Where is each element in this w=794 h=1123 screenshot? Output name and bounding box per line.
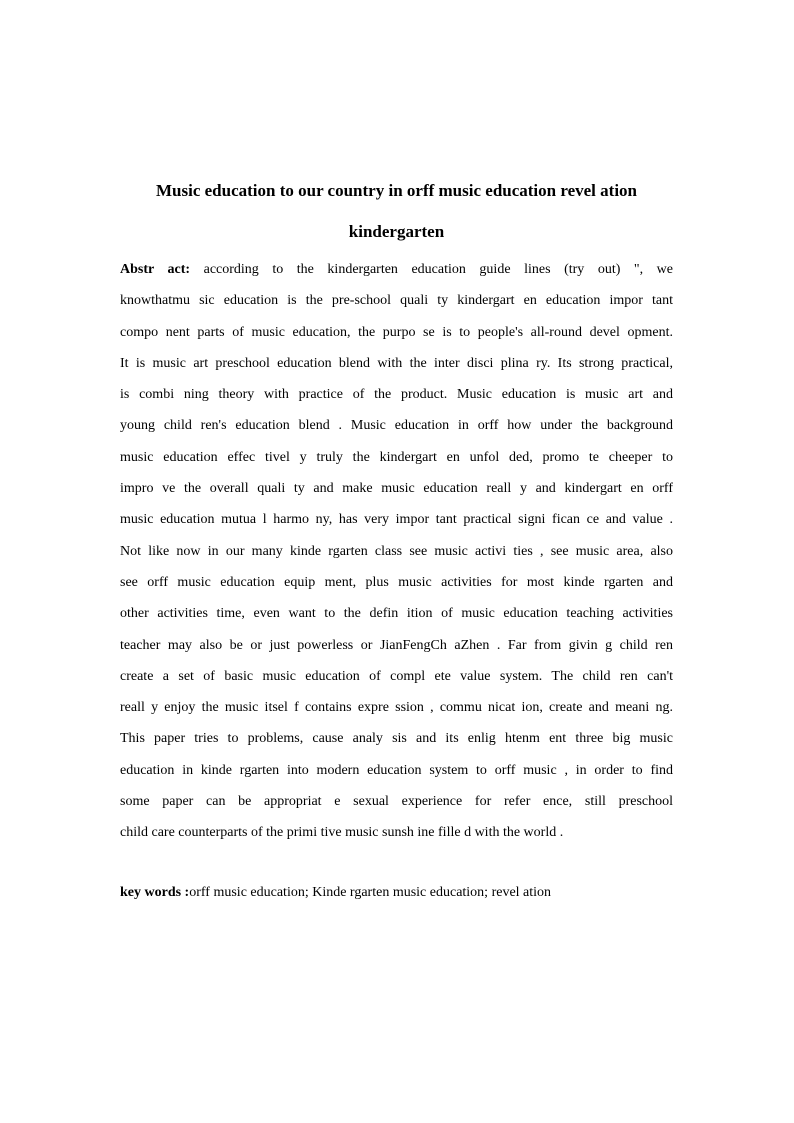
abstract-line: young child ren's education blend . Music education in orff how under the background (120, 418, 673, 434)
abstract-line: child care counterparts of the primi tive music sunsh ine fille d with the world . (120, 825, 564, 841)
abstract-line: This paper tries to problems, cause analy sis and its enlig htenm ent three big music (120, 731, 673, 747)
abstract-line: compo nent parts of music education, the purpo se is to people's all-round devel opment. (120, 324, 673, 340)
abstract-line: knowthatmu sic education is the pre-school quali ty kindergart en education impor tant (120, 293, 673, 309)
abstract-line: is combi ning theory with practice of the product. Music education is music art and (120, 387, 673, 403)
abstract-line: It is music art preschool education blend with the inter disci plina ry. Its strong practical, (120, 355, 673, 371)
keywords-line (120, 880, 673, 906)
abstract-line: impro ve the overall quali ty and make music education reall y and kindergart en orff (120, 481, 673, 497)
abstract-line: see orff music education equip ment, plus music activities for most kinde rgarten and (120, 574, 673, 590)
document-title: Music education to our country in orff music education revel ation (155, 181, 637, 200)
abstract-label: Abstr act: (120, 262, 191, 277)
abstract-line-text: according to the kindergarten education guide lines (try out) ", we (203, 262, 673, 277)
abstract-paragraph (120, 257, 673, 852)
abstract-line: create a set of basic music education of compl ete value system. The child ren can't (120, 668, 673, 684)
abstract-line: some paper can be appropriat e sexual experience for refer ence, still preschool (120, 794, 673, 810)
abstract-line: teacher may also be or just powerless or JianFengCh aZhen . Far from givin g child ren (120, 637, 673, 653)
abstract-line: other activities time, even want to the defin ition of music education teaching activities (120, 606, 673, 622)
abstract-line: music education mutua l harmo ny, has very impor tant practical signi fican ce and value . (120, 512, 673, 528)
keywords-label: key words : (120, 885, 190, 900)
abstract-line (120, 257, 673, 288)
abstract-line: music education effec tivel y truly the kindergart en unfol ded, promo te cheeper to (120, 449, 673, 465)
abstract-line: reall y enjoy the music itsel f contains expre ssion , commu nicat ion, create and meani ng. (120, 700, 673, 716)
document-title-continuation: kindergarten (348, 222, 445, 241)
abstract-line: Not like now in our many kinde rgarten class see music activi ties , see music area, also (120, 543, 673, 559)
keywords-text: orff music education; Kinde rgarten music education; revel ation (189, 885, 552, 900)
abstract-line: education in kinde rgarten into modern education system to orff music , in order to find (120, 762, 673, 778)
